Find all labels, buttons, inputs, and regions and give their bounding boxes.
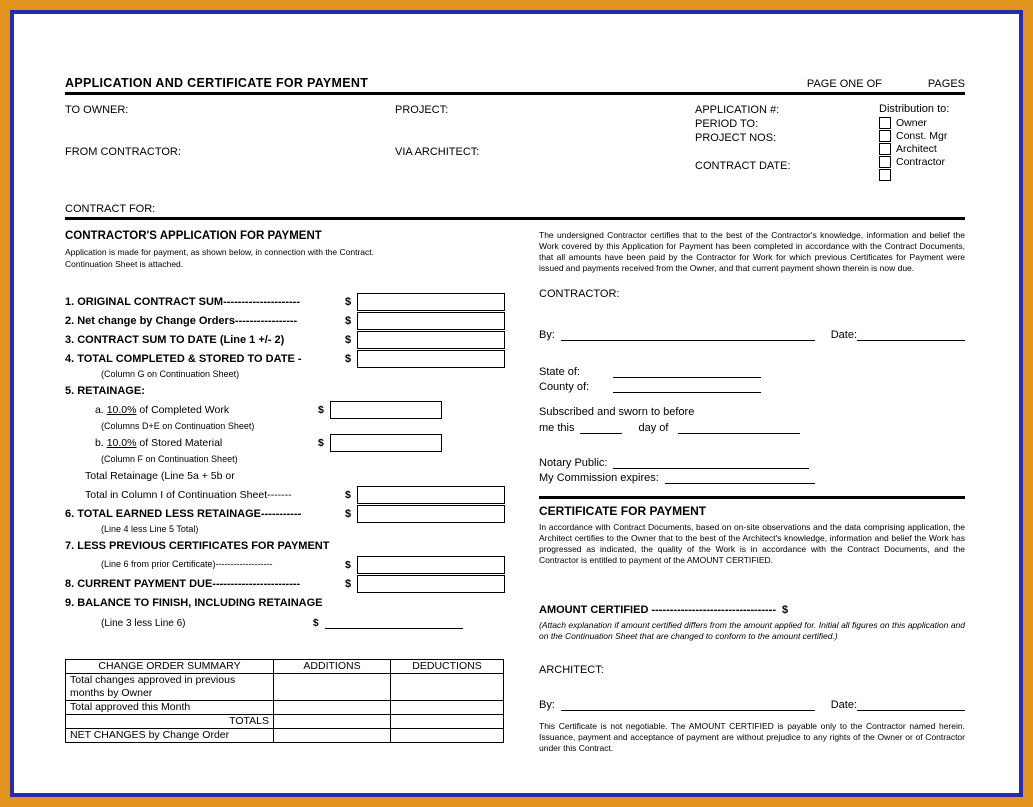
table-row [66, 715, 504, 729]
distribution-checkbox-const-mgr[interactable] [879, 130, 891, 142]
line5a-row [95, 400, 442, 420]
distribution-checkbox-owner[interactable] [879, 117, 891, 129]
state-of-row [539, 363, 965, 378]
line1-dollar: $ [345, 295, 352, 308]
distribution-row-blank [879, 168, 965, 181]
certificate-heading: CERTIFICATE FOR PAYMENT [539, 504, 707, 518]
county-of-label: County of: [539, 381, 590, 393]
application-intro-2: Continuation Sheet is attached. [65, 259, 184, 269]
architect-signature-line[interactable] [561, 698, 815, 711]
state-of-line[interactable] [613, 365, 761, 378]
line3-amount-box[interactable] [357, 331, 505, 349]
line7-label: 7. LESS PREVIOUS CERTIFICATES FOR PAYMENT [65, 539, 330, 552]
line2-row [65, 311, 505, 330]
page-number-blank[interactable] [882, 78, 928, 90]
amount-certified-note: (Attach explanation if amount certified differs from the amount applied for. Initial all figures on this application and on the Continuation Sheet that are changed to conform to the amount certified.) [539, 620, 965, 641]
line9-row [65, 593, 505, 612]
line5-label: 5. RETAINAGE: [65, 384, 145, 397]
from-contractor-label: FROM CONTRACTOR: [65, 146, 181, 158]
row-label-previous-months: Total changes approved in previous months by Owner [66, 674, 274, 701]
line9-dollar: $ [313, 618, 319, 629]
contract-for-label: CONTRACT FOR: [65, 203, 156, 215]
form-sheet [10, 10, 1023, 797]
additions-cell-net-changes[interactable] [274, 729, 391, 743]
line7-row [65, 536, 505, 555]
total-retainage-label-2: Total in Column I of Continuation Sheet------- [85, 488, 292, 501]
architect-by-label: By: [539, 699, 555, 711]
line5a-prefix: a. [95, 404, 104, 416]
line5a-label: of Completed Work [139, 404, 230, 416]
amount-certified-label: AMOUNT CERTIFIED ---------------------------------- [539, 604, 776, 616]
total-retainage-label-1: Total Retainage (Line 5a + 5b or [85, 469, 235, 482]
line5a-note: (Columns D+E on Continuation Sheet) [101, 421, 255, 431]
project-nos-label: PROJECT NOS: [695, 132, 777, 144]
pages-label: PAGES [927, 78, 965, 90]
amount-certified-dollar: $ [781, 604, 789, 616]
table-row [66, 674, 504, 701]
col-header-deductions: DEDUCTIONS [391, 660, 504, 674]
contractor-by-label: By: [539, 329, 555, 341]
application-heading: CONTRACTOR'S APPLICATION FOR PAYMENT [65, 230, 322, 242]
line5b-label: of Stored Material [139, 437, 223, 449]
line4-row [65, 349, 505, 368]
line5a-amount-box[interactable] [330, 401, 442, 419]
application-no-label: APPLICATION #: [695, 104, 780, 116]
line6-label: 6. TOTAL EARNED LESS RETAINAGE----------- [65, 507, 302, 520]
via-architect-label: VIA ARCHITECT: [395, 146, 480, 158]
contract-date-label: CONTRACT DATE: [695, 160, 791, 172]
line6-note: (Line 4 less Line 5 Total) [101, 524, 199, 534]
architect-signature-row [539, 698, 965, 711]
distribution-label-owner: Owner [896, 116, 927, 129]
row-label-totals: TOTALS [66, 715, 274, 729]
contractor-date-label: Date: [830, 329, 857, 341]
line9-amount-line[interactable] [325, 616, 463, 629]
line9-note-row [101, 612, 505, 629]
distribution-row-architect [879, 142, 965, 155]
line8-row [65, 574, 505, 593]
commission-expires-label: My Commission expires: [539, 472, 659, 484]
county-of-row [539, 378, 965, 393]
line6-dollar: $ [345, 507, 352, 520]
me-this-row [539, 419, 965, 434]
line1-row [65, 292, 505, 311]
notary-row [539, 454, 965, 469]
distribution-checkbox-blank[interactable] [879, 169, 891, 181]
distribution-row-owner [879, 116, 965, 129]
line8-dollar: $ [345, 577, 352, 590]
total-retainage-dollar: $ [345, 488, 351, 501]
commission-expires-line[interactable] [665, 471, 815, 484]
line1-amount-box[interactable] [357, 293, 505, 311]
total-retainage-row-2 [85, 485, 505, 504]
certification-column [539, 230, 965, 754]
col-header-change-order-summary: CHANGE ORDER SUMMARY [66, 660, 274, 674]
title-rule [65, 92, 965, 95]
col-header-additions: ADDITIONS [274, 660, 391, 674]
line8-amount-box[interactable] [357, 575, 505, 593]
line4-amount-box[interactable] [357, 350, 505, 368]
line7-note: (Line 6 from prior Certificate)------------------- [101, 559, 273, 569]
county-of-line[interactable] [613, 380, 761, 393]
line6-row [65, 504, 505, 523]
distribution-row-contractor [879, 155, 965, 168]
sworn-statement: Subscribed and sworn to before [539, 406, 695, 418]
notary-public-line[interactable] [613, 456, 809, 469]
line2-amount-box[interactable] [357, 312, 505, 330]
table-row [66, 729, 504, 743]
total-retainage-row-1 [85, 466, 505, 485]
deductions-cell-this-month[interactable] [391, 701, 504, 715]
line5b-dollar: $ [318, 437, 324, 449]
line5-row [65, 381, 505, 400]
line1-label: 1. ORIGINAL CONTRACT SUM--------------------- [65, 295, 301, 308]
contractor-application-column [65, 230, 505, 754]
line5b-prefix: b. [95, 437, 104, 449]
payment-lines [65, 292, 505, 629]
architect-date-line[interactable] [857, 698, 965, 711]
line5b-row [95, 433, 442, 453]
contractor-certification-paragraph: The undersigned Contractor certifies that to the best of the Contractor's knowledge, information and belief the Work covered by this Application for Payment has been completed in accordance with the Contract Documents, that all amounts have been paid by the Contractor for Work for which previous Certificates for Payment were issued and payments received from the Owner, and that current payment shown therein is now due. [539, 230, 965, 273]
month-line[interactable] [678, 421, 800, 434]
total-retainage-amount-box[interactable] [357, 486, 505, 504]
main-columns [65, 230, 965, 754]
distribution-to-label: Distribution to: [879, 103, 950, 115]
project-label: PROJECT: [395, 104, 449, 116]
distribution-label-contractor: Contractor [896, 155, 946, 168]
additions-cell-this-month[interactable] [274, 701, 391, 715]
line7-amount-box[interactable] [357, 556, 505, 574]
amount-certified-row [539, 600, 965, 616]
certificate-rule [539, 496, 965, 499]
deductions-cell-net-changes[interactable] [391, 729, 504, 743]
to-owner-label: TO OWNER: [65, 104, 129, 116]
titlebar [65, 76, 965, 90]
architect-date-label: Date: [830, 699, 857, 711]
table-header-row [66, 660, 504, 674]
line4-dollar: $ [345, 352, 352, 365]
commission-row [539, 469, 965, 484]
contractor-section-label: CONTRACTOR: [539, 288, 620, 300]
contractor-date-line[interactable] [857, 328, 965, 341]
distribution-label-architect: Architect [896, 142, 937, 155]
day-number-line[interactable] [580, 421, 622, 434]
distribution-label-const-mgr: Const. Mgr [896, 129, 948, 142]
line3-dollar: $ [345, 333, 352, 346]
period-to-label: PERIOD TO: [695, 118, 759, 130]
day-of-label: day of [638, 422, 669, 434]
page-title: APPLICATION AND CERTIFICATE FOR PAYMENT [65, 76, 369, 90]
distribution-checkbox-contractor[interactable] [879, 156, 891, 168]
line2-label: 2. Net change by Change Orders----------------- [65, 314, 298, 327]
row-label-net-changes: NET CHANGES by Change Order [66, 729, 274, 743]
line7-note-row [65, 555, 505, 574]
distribution-row-const-mgr [879, 129, 965, 142]
line7-dollar: $ [345, 558, 351, 571]
deductions-cell-previous-months[interactable] [391, 674, 504, 701]
line9-label: 9. BALANCE TO FINISH, INCLUDING RETAINAGE [65, 596, 323, 609]
state-of-label: State of: [539, 366, 580, 378]
line5b-percent[interactable]: 10.0% [106, 437, 137, 449]
line4-label: 4. TOTAL COMPLETED & STORED TO DATE - [65, 352, 302, 365]
row-label-this-month: Total approved this Month [66, 701, 274, 715]
application-intro-1: Application is made for payment, as shown below, in connection with the Contract. [65, 247, 375, 257]
header-rule [65, 217, 965, 220]
line8-label: 8. CURRENT PAYMENT DUE------------------------ [65, 577, 301, 590]
line3-row [65, 330, 505, 349]
certificate-footer-paragraph: This Certificate is not negotiable. The AMOUNT CERTIFIED is payable only to the Contractor named herein. Issuance, payment and acceptance of payment are without prejudice to any rights of the Owner or of Contractor under this Contract. [539, 721, 965, 753]
page-info [807, 78, 965, 90]
line5a-dollar: $ [318, 404, 324, 416]
me-this-label: me this [539, 422, 575, 434]
line5b-amount-box[interactable] [330, 434, 442, 452]
table-row [66, 701, 504, 715]
line3-label: 3. CONTRACT SUM TO DATE (Line 1 +/- 2) [65, 333, 285, 346]
deductions-cell-totals[interactable] [391, 715, 504, 729]
contractor-signature-line[interactable] [561, 328, 815, 341]
change-order-summary-table [65, 659, 504, 743]
line5b-note: (Column F on Continuation Sheet) [101, 454, 238, 464]
contractor-signature-row [539, 328, 965, 341]
architect-section-label: ARCHITECT: [539, 664, 604, 676]
architect-certificate-paragraph: In accordance with Contract Documents, based on on-site observations and the data comprising application, the Architect certifies to the Owner that to the best of the Architect's knowledge, information and belief the Work has progressed as indicated, the quality of the Work is in accordance with the Contract Documents, and the Contractor is entitled to payment of the AMOUNT CERTIFIED. [539, 522, 965, 565]
header-block [65, 103, 965, 181]
line9-note: (Line 3 less Line 6) [101, 618, 186, 629]
page-one-of-label: PAGE ONE OF [806, 78, 882, 90]
additions-cell-totals[interactable] [274, 715, 391, 729]
additions-cell-previous-months[interactable] [274, 674, 391, 701]
line2-dollar: $ [345, 314, 352, 327]
distribution-checkbox-architect[interactable] [879, 143, 891, 155]
line4-note: (Column G on Continuation Sheet) [101, 369, 240, 379]
line5a-percent[interactable]: 10.0% [106, 404, 137, 416]
line6-amount-box[interactable] [357, 505, 505, 523]
notary-public-label: Notary Public: [539, 457, 608, 469]
